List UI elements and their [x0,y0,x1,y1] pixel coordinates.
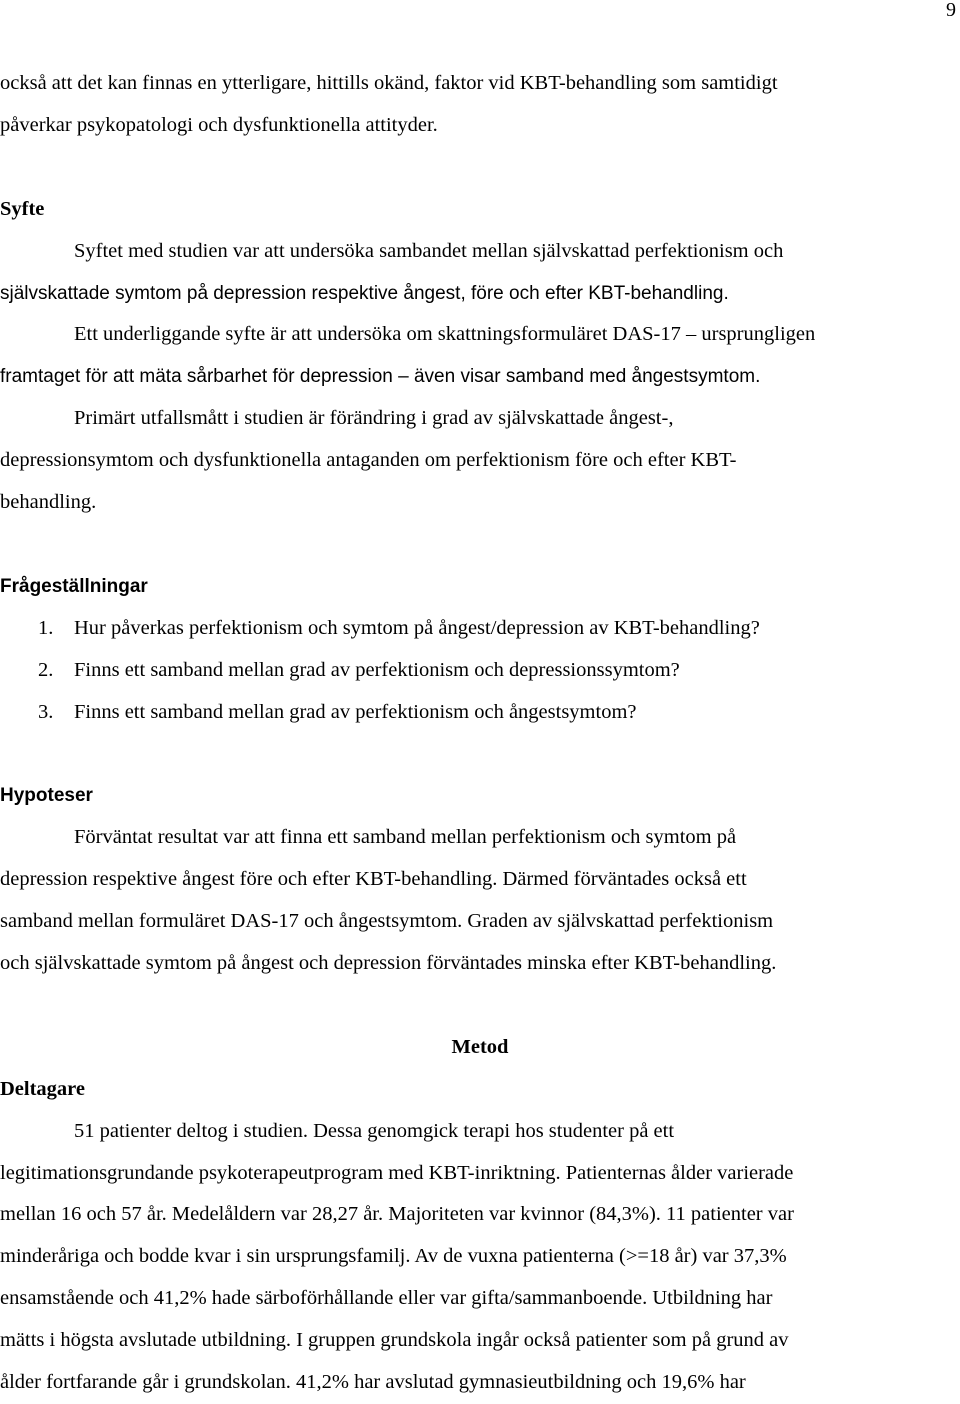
question-item-3 [0,692,960,734]
question-number: 3. [38,700,54,723]
syfte-paragraph-3-cont2: behandling. [0,491,97,514]
question-item-1 [0,608,960,650]
section-heading-syfte: Syfte [0,197,45,220]
question-text: Finns ett samband mellan grad av perfektionism och ångestsymtom? [74,700,637,723]
intro-line-1: också att det kan finnas en ytterligare, hittills okänd, faktor vid KBT-behandling som samtidigt [0,72,778,94]
syfte-paragraph-2-cont: framtaget för att mäta sårbarhet för depression – även visar samband med ångestsymtom. [0,366,761,388]
question-text: Hur påverkas perfektionism och symtom på ångest/depression av KBT-behandling? [74,616,760,639]
deltagare-line-6: mätts i högsta avslutade utbildning. I gruppen grundskola ingår också patienter som på grund av [0,1329,789,1352]
subsection-heading-deltagare: Deltagare [0,1077,86,1100]
question-text: Finns ett samband mellan grad av perfektionism och depressionssymtom? [74,658,680,681]
question-number: 2. [38,658,54,681]
deltagare-line-4: minderåriga och bodde kvar i sin ursprungsfamilj. Av de vuxna patienterna (>=18 år) var 37,3% [0,1245,787,1268]
syfte-paragraph-1: Syftet med studien var att undersöka sambandet mellan självskattad perfektionism och [74,239,784,262]
spacer [0,733,960,775]
spacer [0,985,960,1027]
deltagare-line-3: mellan 16 och 57 år. Medelåldern var 28,27 år. Majoriteten var kvinnor (84,3%). 11 patienter var [0,1203,794,1226]
page-number: 9 [946,0,956,21]
syfte-paragraph-2: Ett underliggande syfte är att undersöka om skattningsformuläret DAS-17 – ursprungligen [74,323,816,346]
deltagare-line-1: 51 patienter deltog i studien. Dessa genomgick terapi hos studenter på ett [74,1119,675,1142]
deltagare-line-7: ålder fortfarande går i grundskolan. 41,2% har avslutad gymnasieutbildning och 19,6% har [0,1371,746,1394]
spacer [0,147,960,189]
deltagare-line-5: ensamstående och 41,2% hade särboförhållande eller var gifta/sammanboende. Utbildning har [0,1287,773,1310]
question-item-2 [0,650,960,692]
document-body [0,63,960,1404]
hypoteser-line-3: samband mellan formuläret DAS-17 och ångestsymtom. Graden av självskattad perfektionism [0,910,774,933]
hypoteser-line-4: och självskattade symtom på ångest och depression förväntades minska efter KBT-behandling. [0,951,777,974]
intro-line-2: påverkar psykopatologi och dysfunktionella attityder. [0,113,438,136]
syfte-paragraph-1-cont: självskattade symtom på depression respektive ångest, före och efter KBT-behandling. [0,282,729,304]
section-heading-fragestallningar: Frågeställningar [0,575,148,597]
section-heading-hypoteser: Hypoteser [0,785,93,807]
section-heading-metod: Metod [451,1035,509,1058]
hypoteser-line-2: depression respektive ångest före och efter KBT-behandling. Därmed förväntades också ett [0,868,747,891]
question-number: 1. [38,616,54,639]
deltagare-line-2: legitimationsgrundande psykoterapeutprogram med KBT-inriktning. Patienternas ålder varierade [0,1161,794,1184]
syfte-paragraph-3: Primärt utfallsmått i studien är förändring i grad av självskattade ångest-, [74,407,674,430]
hypoteser-line-1: Förväntat resultat var att finna ett samband mellan perfektionism och symtom på [74,826,737,849]
spacer [0,524,960,566]
syfte-paragraph-3-cont1: depressionsymtom och dysfunktionella antaganden om perfektionism före och efter KBT- [0,449,737,472]
